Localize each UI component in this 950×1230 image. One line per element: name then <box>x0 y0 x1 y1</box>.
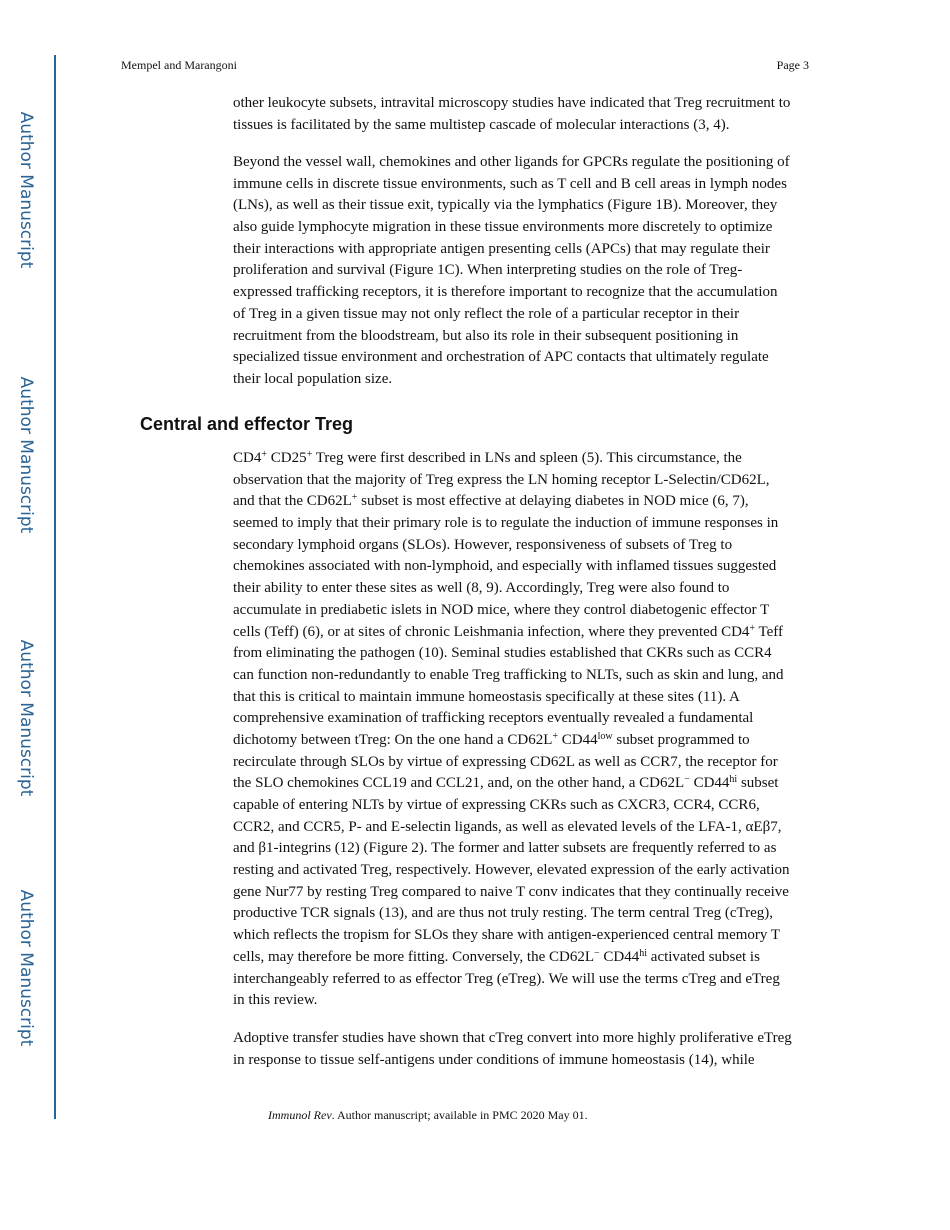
text-run: that this is critical to maintain immune homeostasis specifically at these sites (11). A <box>233 688 740 705</box>
text-run: resting and activated Treg, respectively. However, elevated expression of the early activation <box>233 862 790 879</box>
text-line <box>233 969 790 991</box>
text-run: their local population size. <box>233 370 393 387</box>
text-line <box>233 513 790 535</box>
sidebar-label-text: Author Manuscript <box>16 111 36 269</box>
superscript: ^hi <box>729 774 738 786</box>
text-run: comprehensive examination of trafficking receptors eventually revealed a fundamental <box>233 710 754 727</box>
text-run: Beyond the vessel wall, chemokines and other ligands for GPCRs regulate the positioning of <box>233 154 790 170</box>
text-run: their ability to enter these sites as well (8, 9). Accordingly, Treg were also found to <box>233 580 730 597</box>
text-line <box>233 773 790 795</box>
text-run: proliferation and survival (Figure 1C). When interpreting studies on the role of Treg- <box>233 262 743 279</box>
text-line <box>233 882 790 904</box>
section-heading: Central and effector Treg <box>140 414 354 434</box>
text-line <box>233 600 790 622</box>
sidebar-label-text: Author Manuscript <box>16 639 36 797</box>
paragraph <box>233 152 790 391</box>
text-line <box>233 152 790 174</box>
text-line <box>233 174 790 196</box>
text-run: which reflects the tropism for SLOs they share with antigen-experienced central memory T <box>233 927 781 944</box>
text-run: Teff <box>755 623 784 640</box>
text-line <box>233 947 790 969</box>
text-run: CD44 <box>689 775 730 792</box>
text-line <box>233 217 790 239</box>
text-run: interchangeably referred to as effector Treg (eTreg). We will use the terms cTreg and eTreg <box>233 970 780 987</box>
superscript: ^+ <box>552 730 559 742</box>
text-line <box>233 860 790 882</box>
text-line <box>233 556 790 578</box>
text-line <box>233 115 790 137</box>
text-run: and β1-integrins (12) (Figure 2). The former and latter subsets are frequently referred to as <box>233 840 777 857</box>
text-run: productive TCR signals (13), and are thus not truly resting. The term central Treg (cTreg), <box>233 905 774 922</box>
text-run: activated subset is <box>647 948 760 965</box>
text-line <box>233 470 790 492</box>
text-run: immune cells in discrete tissue environments, such as T cell and B cell areas in lymph nodes <box>233 175 787 192</box>
text-run: subset is most effective at delaying diabetes in NOD mice (6, 7), <box>357 493 749 510</box>
text-run: CD4 <box>233 450 262 466</box>
text-run: also guide lymphocyte migration in these tissue environments more discretely to optimize <box>233 219 773 236</box>
text-run: recirculate through SLOs by virtue of expressing CD62L as well as CCR7, the receptor for <box>233 753 778 770</box>
text-line <box>233 752 790 774</box>
text-run: cells, may therefore be more fitting. Conversely, the CD62L <box>233 948 595 965</box>
text-line <box>233 195 790 217</box>
text-line <box>233 535 790 557</box>
text-run: subset <box>737 775 779 792</box>
text-run: recruitment from the bloodstream, but also its role in their subsequent positioning in <box>233 327 739 344</box>
text-line <box>233 687 790 709</box>
text-run: subset programmed to <box>612 731 750 748</box>
text-line <box>233 622 790 644</box>
text-line <box>233 260 790 282</box>
text-line <box>233 643 790 665</box>
text-line <box>233 903 790 925</box>
text-run: chemokines associated with non-lymphoid, and especially with inflamed tissues suggested <box>233 558 777 575</box>
sidebar-label-text: Author Manuscript <box>16 889 36 1047</box>
text-run: from eliminating the pathogen (10). Seminal studies established that CKRs such as CCR4 <box>233 645 772 662</box>
text-run: the SLO chemokines CCL19 and CCL21, and, on the other hand, a CD62L <box>233 775 685 792</box>
text-line <box>233 817 790 839</box>
text-run: gene Nur77 by resting Treg compared to naive T conv indicates that they continually receive <box>233 883 789 900</box>
sidebar-label-text: Author Manuscript <box>16 376 36 534</box>
superscript: ^hi <box>639 947 648 959</box>
text-line <box>233 708 790 730</box>
text-line <box>233 925 790 947</box>
text-line <box>233 326 790 348</box>
text-line <box>233 347 790 369</box>
margin-rule <box>54 55 56 1119</box>
text-line <box>233 730 790 752</box>
text-run: CD44 <box>558 731 598 748</box>
text-run: capable of entering NLTs by virtue of expressing CKRs such as CXCR3, CCR4, CCR6, <box>233 797 760 813</box>
text-run: seemed to imply that their primary role is to regulate the induction of immune responses in <box>233 515 779 532</box>
footer <box>268 1108 588 1123</box>
paragraph <box>233 448 790 1012</box>
superscript: ^+ <box>306 449 313 460</box>
text-line <box>233 369 790 391</box>
text-run: CCR2, and CCR5, P- and E-selectin ligands, as well as elevated levels of the LFA-1, αEβ7, <box>233 818 782 835</box>
text-run: Treg were first described in LNs and spleen (5). This circumstance, the <box>312 450 742 466</box>
text-run: can function non-redundantly to enable Treg trafficking to NLTs, such as skin and lung, and <box>233 666 784 683</box>
text-line <box>233 239 790 261</box>
superscript: ^− <box>684 774 690 786</box>
text-line <box>233 795 790 817</box>
text-line <box>233 304 790 326</box>
text-run: (LNs), as well as their tissue exit, typically via the lymphatics (Figure 1B). Moreover, they <box>233 197 778 214</box>
text-run: secondary lymphoid organs (SLOs). However, responsiveness of subsets of Treg to <box>233 536 733 553</box>
text-line <box>233 990 790 1012</box>
text-run: Adoptive transfer studies have shown that cTreg convert into more highly proliferative eTreg <box>233 1030 792 1046</box>
text-line <box>233 665 790 687</box>
paragraph <box>233 1028 792 1071</box>
footer-text: . Author manuscript; available in PMC 2020 May 01. <box>331 1108 588 1122</box>
superscript: ^+ <box>261 449 267 460</box>
text-line <box>233 838 790 860</box>
text-run: cells (Teff) (6), or at sites of chronic Leishmania infection, where they prevented CD4 <box>233 623 750 640</box>
text-line <box>233 1050 792 1072</box>
superscript: ^+ <box>749 622 756 634</box>
journal-name: Immunol Rev <box>268 1108 332 1122</box>
text-run: observation that the majority of Treg express the LN homing receptor L-Selectin/CD62L, <box>233 471 770 488</box>
text-line <box>233 578 790 600</box>
paragraph <box>233 93 790 136</box>
text-line <box>233 491 790 513</box>
text-run: expressed trafficking receptors, it is therefore important to recognize that the accumulation <box>233 284 778 301</box>
text-run: other leukocyte subsets, intravital microscopy studies have indicated that Treg recruitment to <box>233 95 791 111</box>
text-run: in this review. <box>233 992 318 1009</box>
page-number: Page 3 <box>776 58 809 72</box>
superscript: ^− <box>594 947 600 959</box>
running-header-authors: Mempel and Marangoni <box>121 58 237 72</box>
text-run: CD25 <box>266 450 307 466</box>
text-run: accumulate in prediabetic islets in NOD mice, where they control diabetogenic effector T <box>233 601 770 618</box>
superscript: ^low <box>597 730 613 742</box>
text-run: dichotomy between tTreg: On the one hand a CD62L <box>233 731 553 748</box>
text-run: tissues is facilitated by the same multistep cascade of molecular interactions (3, 4). <box>233 116 730 133</box>
superscript: ^+ <box>351 492 358 504</box>
text-run: and that the CD62L <box>233 493 352 510</box>
text-run: of Treg in a given tissue may not only reflect the role of a particular receptor in their <box>233 305 740 322</box>
text-run: in response to tissue self-antigens under conditions of immune homeostasis (14), while <box>233 1051 755 1068</box>
text-line <box>233 93 790 115</box>
text-line <box>233 1028 792 1050</box>
text-run: CD44 <box>599 948 640 965</box>
text-run: specialized tissue environment and orchestration of APC contacts that ultimately regulate <box>233 349 769 366</box>
text-line <box>233 282 790 304</box>
text-line <box>233 448 790 470</box>
text-run: their interactions with appropriate antigen presenting cells (APCs) that may regulate their <box>233 240 770 257</box>
